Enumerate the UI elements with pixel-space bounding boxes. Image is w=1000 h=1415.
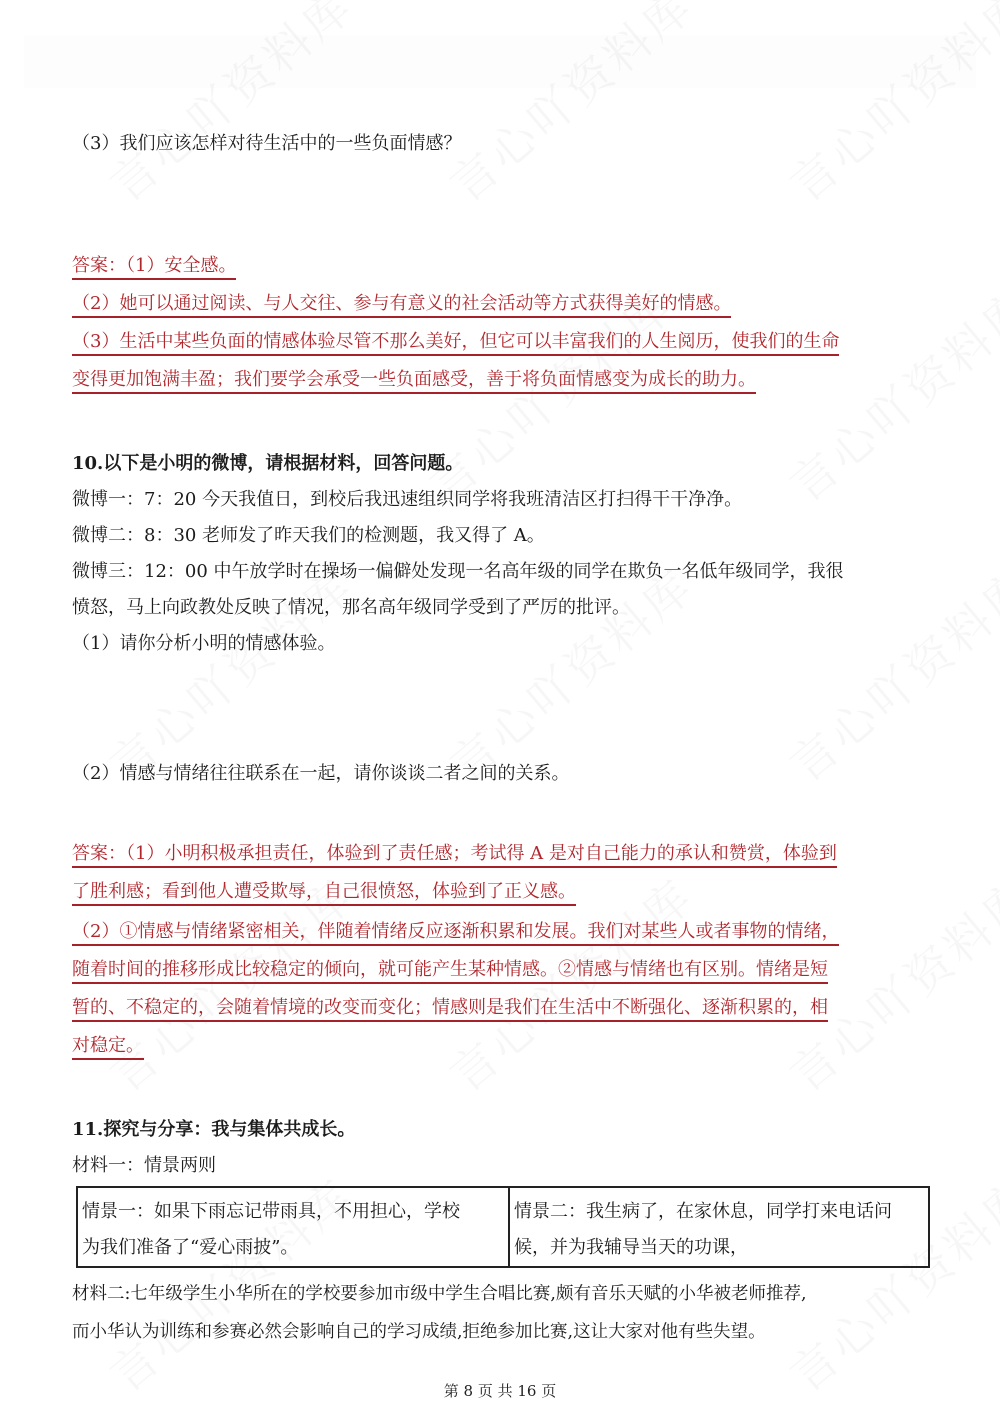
scenario-2-line-2: 候，并为我辅导当天的功课， xyxy=(514,1237,748,1258)
question-10-part-2: （2）情感与情绪往往联系在一起，请你谈谈二者之间的关系。 xyxy=(72,763,570,784)
watermark xyxy=(434,0,706,215)
question-10-part-1: （1）请你分析小明的情感体验。 xyxy=(72,633,336,654)
watermark xyxy=(94,551,366,794)
watermark xyxy=(774,0,1000,215)
weibo-2: 微博二：8：30 老师发了昨天我们的检测题，我又得了 A。 xyxy=(72,525,545,546)
answer-10-line-2: 了胜利感；看到他人遭受欺辱，自己很愤怒，体验到了正义感。 xyxy=(72,881,576,906)
weibo-3-line-1: 微博三：12：00 中午放学时在操场一偏僻处发现一名高年级的同学在欺负一名低年级同学，我很 xyxy=(72,561,844,582)
scenario-2-line-1: 情景二：我生病了，在家休息，同学打来电话问 xyxy=(514,1201,892,1222)
question-11-title: 11.探究与分享：我与集体共成长。 xyxy=(72,1119,356,1140)
material-2-line-2: 而小华认为训练和参赛必然会影响自己的学习成绩,拒绝参加比赛,这让大家对他有些失望。 xyxy=(72,1322,766,1342)
scenario-2-cell xyxy=(510,1188,928,1266)
weibo-1: 微博一：7：20 今天我值日，到校后我迅速组织同学将我班清洁区打扫得干干净净。 xyxy=(72,489,743,510)
question-9-part-3: （3）我们应该怎样对待生活中的一些负面情感？ xyxy=(72,133,462,154)
answer-9-line-2: （2）她可以通过阅读、与人交往、参与有意义的社会活动等方式获得美好的情感。 xyxy=(72,293,731,318)
answer-10-line-1: 答案：（1）小明积极承担责任，体验到了责任感；考试得 A 是对自己能力的承认和赞赏，体验到 xyxy=(72,843,837,868)
answer-9-line-1: 答案：（1）安全感。 xyxy=(72,255,236,280)
answer-9-line-3: （3）生活中某些负面的情感体验尽管不那么美好，但它可以丰富我们的人生阅历，使我们的生命 xyxy=(72,331,839,356)
watermark xyxy=(774,271,1000,514)
scenario-1-line-1: 情景一：如果下雨忘记带雨具，不用担心，学校 xyxy=(82,1201,460,1222)
watermark xyxy=(434,551,706,794)
answer-9-line-4: 变得更加饱满丰盈；我们要学会承受一些负面感受，善于将负面情感变为成长的助力。 xyxy=(72,369,756,394)
scenario-1-line-2: 为我们准备了“爱心雨披”。 xyxy=(82,1237,299,1258)
watermark xyxy=(774,551,1000,794)
header-band xyxy=(24,35,976,88)
answer-10-line-3: （2）①情感与情绪紧密相关，伴随着情绪反应逐渐积累和发展。我们对某些人或者事物的情绪， xyxy=(72,921,839,946)
scenario-table xyxy=(76,1186,930,1268)
answer-10-line-6: 对稳定。 xyxy=(72,1035,144,1060)
watermark xyxy=(94,0,366,215)
scenario-1-cell xyxy=(78,1188,510,1266)
question-10-title: 10.以下是小明的微博，请根据材料，回答问题。 xyxy=(72,453,464,474)
weibo-3-line-2: 愤怒，马上向政教处反映了情况，那名高年级同学受到了严厉的批评。 xyxy=(72,597,630,618)
answer-10-line-4: 随着时间的推移形成比较稳定的倾向，就可能产生某种情感。②情感与情绪也有区别。情绪是短 xyxy=(72,959,828,984)
material-2-line-1: 材料二:七年级学生小华所在的学校要参加市级中学生合唱比赛,颇有音乐天赋的小华被老师推荐, xyxy=(72,1284,807,1304)
page-number: 第 8 页 共 16 页 xyxy=(443,1382,557,1400)
material-1-label: 材料一：情景两则 xyxy=(72,1155,216,1176)
answer-10-line-5: 暂的、不稳定的，会随着情境的改变而变化；情感则是我们在生活中不断强化、逐渐积累的，相 xyxy=(72,997,828,1022)
